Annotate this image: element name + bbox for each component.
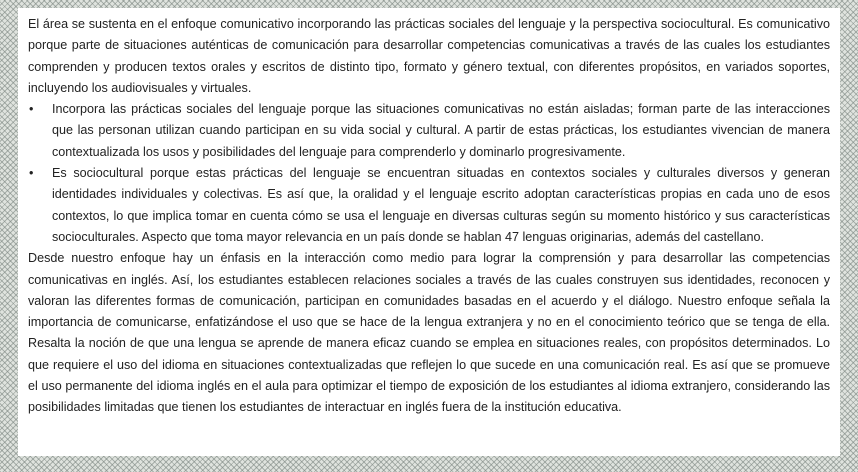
- approach-paragraph: Desde nuestro enfoque hay un énfasis en la interacción como medio para lograr la comprensión y para desarrollar las competencias comunicativas en inglés. Así, los estudiantes establecen relaciones sociales a través de las cuales construyen sus identidades, reconocen y valoran las diferentes formas de comunicación, participan en comunidades basadas en el acuerdo y el diálogo. Nuestro enfoque señala la importancia de comunicarse, enfatizándose el uso que se hace de la lengua extranjera y no en el conocimiento teórico que se tenga de ella. Resalta la noción de que una lengua se aprende de manera eficaz cuando se emplea en situaciones reales, con propósitos determinados. Lo que requiere el uso del idioma en situaciones contextualizadas que reflejen lo que sucede en una comunicación real. Es así que se promueve el uso permanente del idioma inglés en el aula para optimizar el tiempo de exposición de los estudiantes al idioma extranjero, considerando las posibilidades limitadas que tienen los estudiantes de interactuar en inglés fuera de la institución educativa.: [28, 251, 830, 415]
- bullet-marker: •: [29, 102, 34, 117]
- bullet-item-sociocultural: [28, 163, 830, 248]
- bullet-item-practicas-sociales: [28, 99, 830, 163]
- bullet-list: [28, 99, 830, 248]
- bullet-text: Es sociocultural porque estas prácticas del lenguaje se encuentran situadas en contextos sociales y culturales diversos y generan identidades individuales y colectivas. Es así que, la oralidad y el lenguaje escrito adoptan características propias en cada uno de esos contextos, lo que implica tomar en cuenta cómo se usa el lenguaje en diversas culturas según su momento histórico y sus características socioculturales. Aspecto que toma mayor relevancia en un país donde se hablan 47 lenguas originarias, además del castellano.: [52, 166, 830, 244]
- bullet-marker: •: [29, 166, 34, 181]
- bullet-text: Incorpora las prácticas sociales del lenguaje porque las situaciones comunicativas no están aisladas; forman parte de las interacciones que las personan utilizan cuando participan en su vida social y cultural. A partir de estas prácticas, los estudiantes vivencian de manera contextualizada los usos y posibilidades del lenguaje para comprenderlo y dominarlo progresivamente.: [52, 102, 830, 159]
- text-panel: [18, 8, 840, 456]
- intro-paragraph: El área se sustenta en el enfoque comunicativo incorporando las prácticas sociales del lenguaje y la perspectiva sociocultural. Es comunicativo porque parte de situaciones auténticas de comunicación para desarrollar competencias comunicativas a través de las cuales los estudiantes comprenden y producen textos orales y escritos de distinto tipo, formato y género textual, con diferentes propósitos, en variados soportes, incluyendo los audiovisuales y virtuales.: [28, 17, 830, 95]
